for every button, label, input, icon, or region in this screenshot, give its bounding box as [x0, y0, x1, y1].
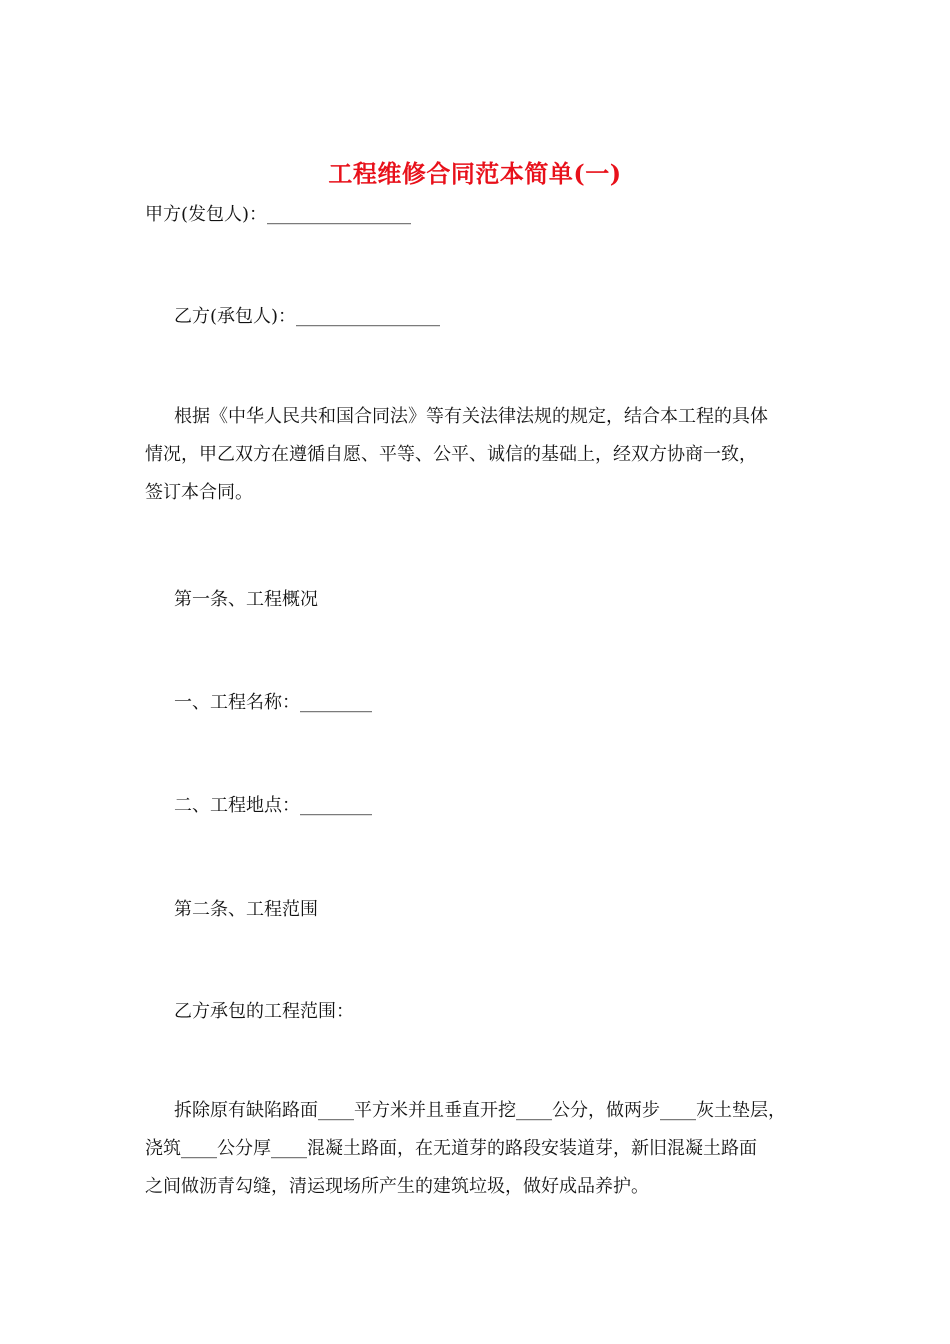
preamble-line: 情况，甲乙双方在遵循自愿、平等、公平、诚信的基础上，经双方协商一致， — [145, 444, 757, 465]
document-title: 工程维修合同范本简单(一) — [328, 159, 622, 188]
project-name-line: 一、工程名称：________ — [174, 692, 372, 713]
article-1-heading: 第一条、工程概况 — [174, 589, 318, 610]
article-2-heading: 第二条、工程范围 — [174, 899, 318, 920]
scope-intro: 乙方承包的工程范围： — [174, 1001, 354, 1022]
party-b-line: 乙方(承包人)：________________ — [174, 306, 441, 327]
scope-line: 之间做沥青勾缝，清运现场所产生的建筑垃圾，做好成品养护。 — [145, 1176, 649, 1197]
preamble-line: 签订本合同。 — [145, 482, 253, 503]
preamble-paragraph — [145, 398, 835, 512]
party-a-line: 甲方(发包人)：________________ — [145, 204, 412, 225]
scope-line: 拆除原有缺陷路面____平方米并且垂直开挖____公分，做两步____灰土垫层， — [174, 1100, 786, 1121]
scope-line: 浇筑____公分厚____混凝土路面，在无道芽的路段安装道芽，新旧混凝土路面 — [145, 1138, 757, 1159]
project-location-line: 二、工程地点：________ — [174, 795, 372, 816]
preamble-line: 根据《中华人民共和国合同法》等有关法律法规的规定，结合本工程的具体 — [174, 406, 768, 427]
scope-paragraph — [145, 1092, 835, 1206]
